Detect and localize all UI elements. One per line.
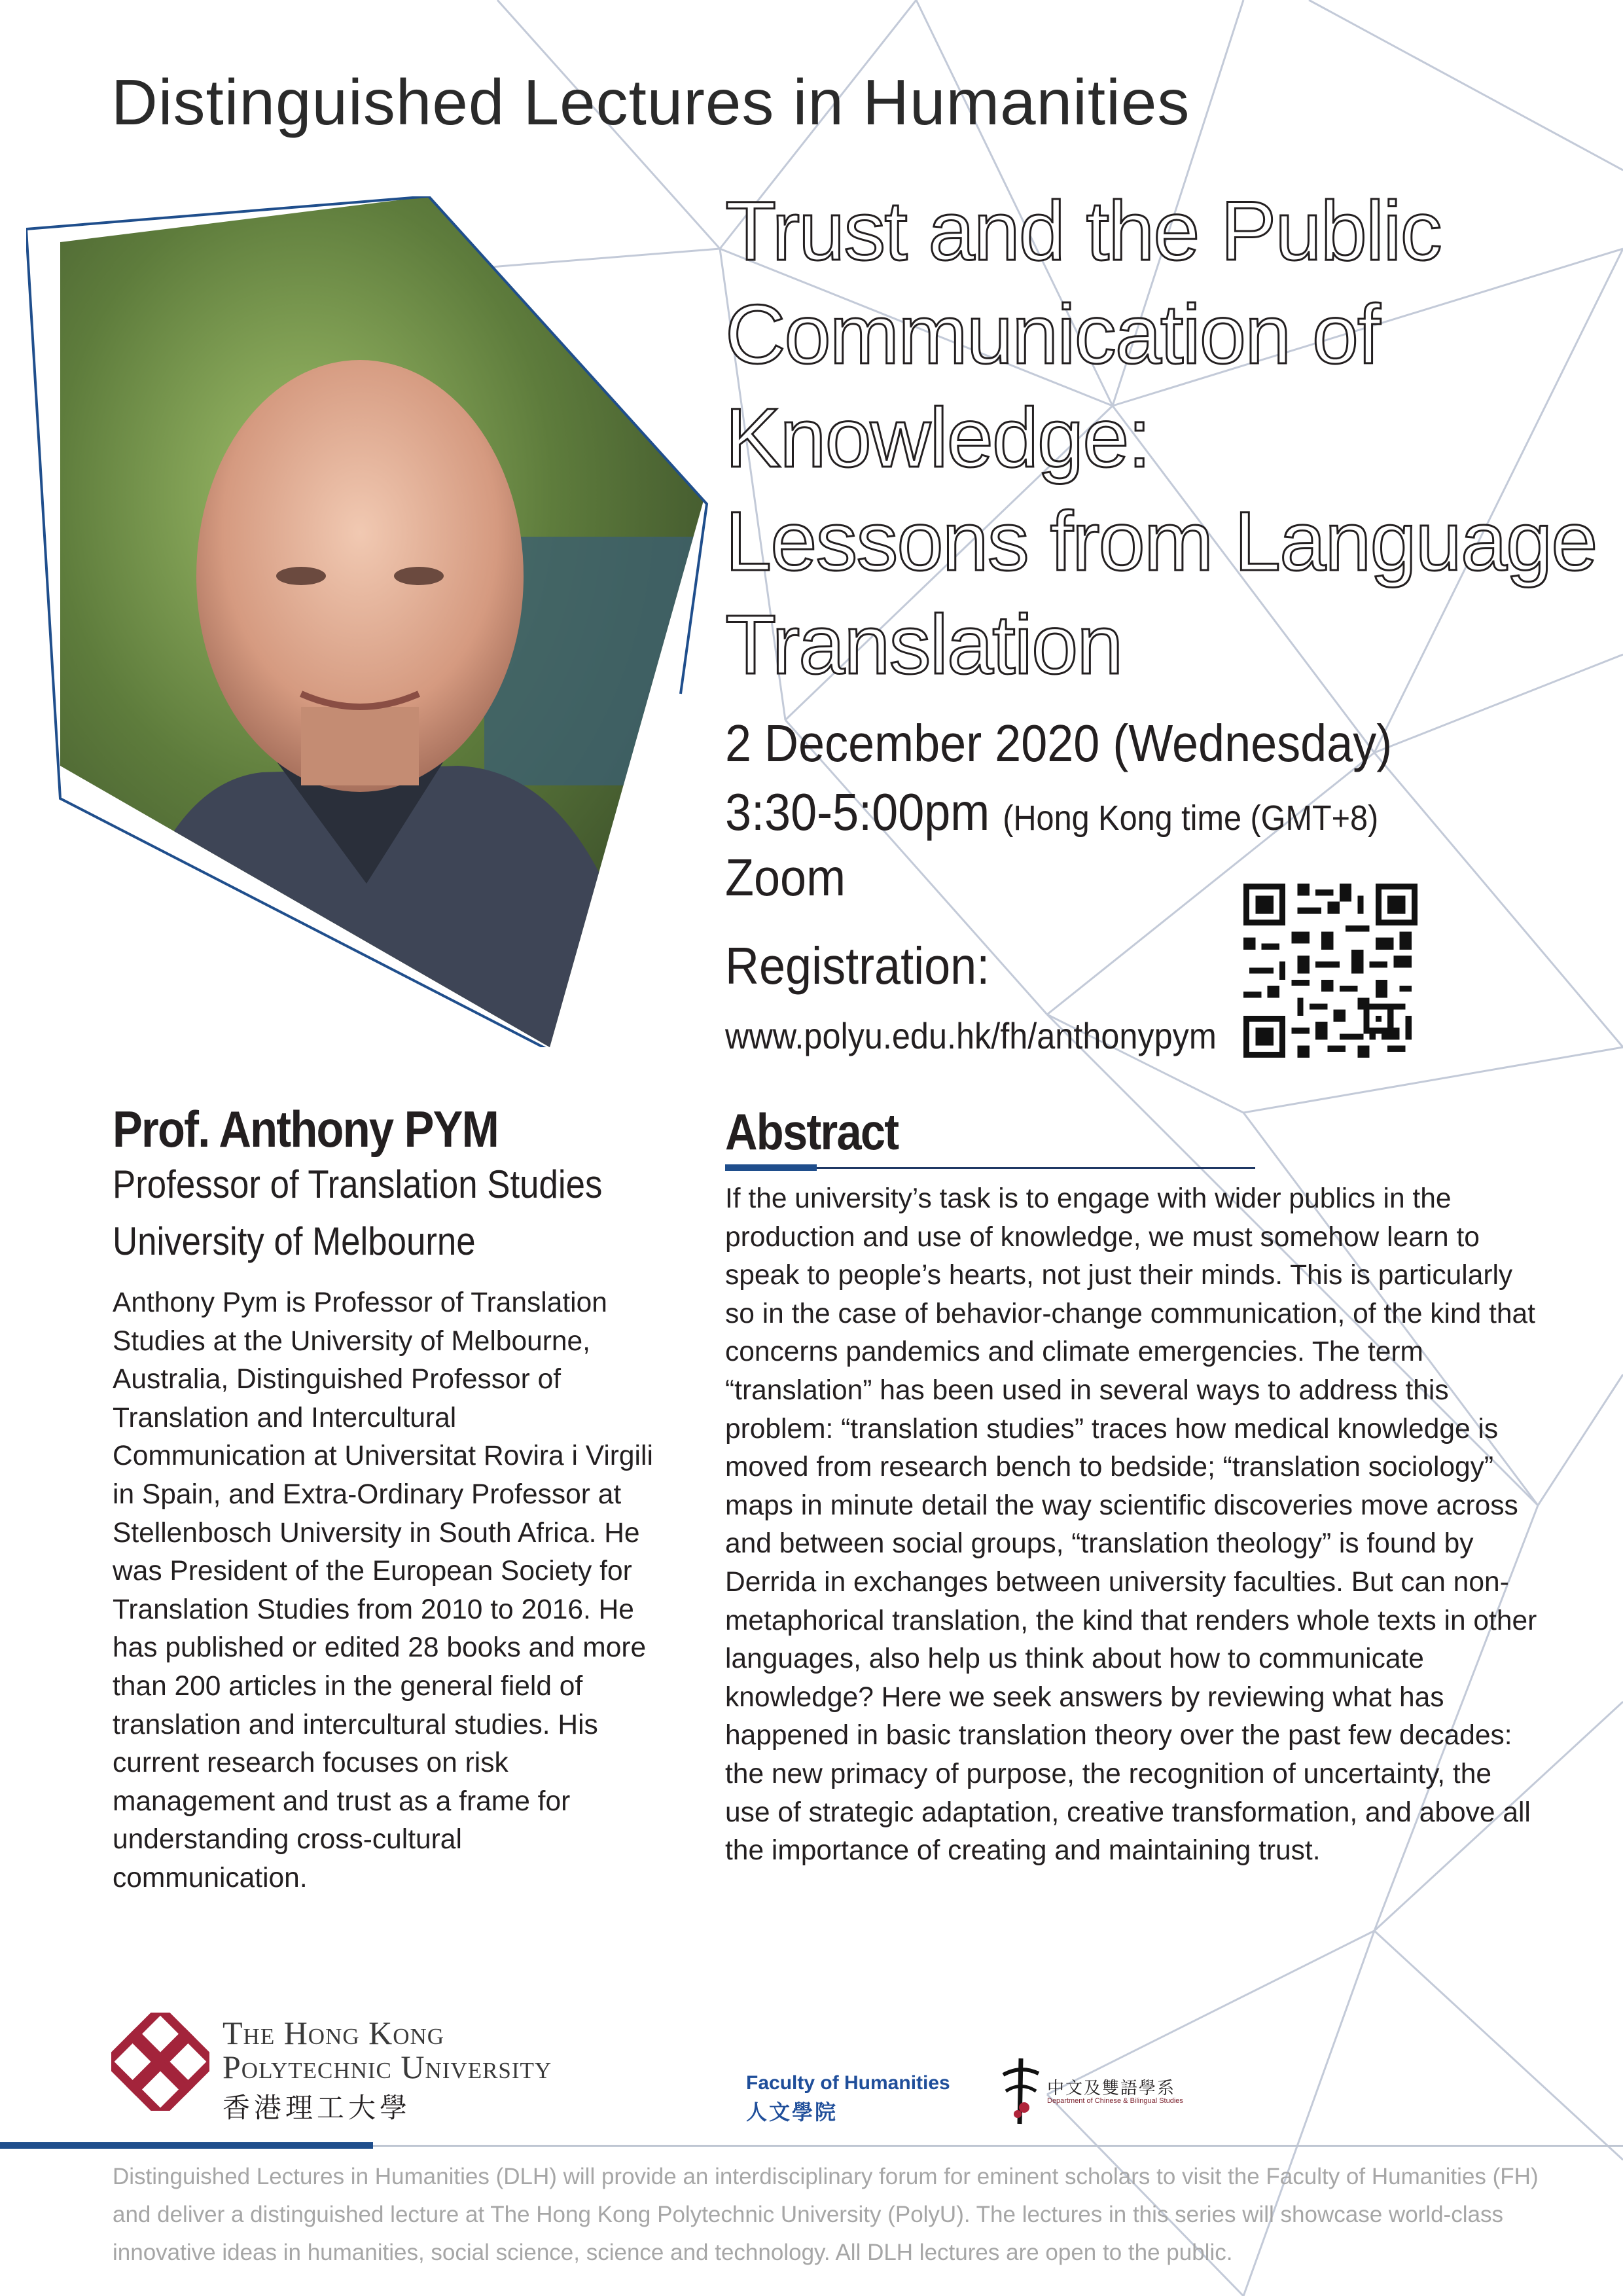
event-venue: Zoom xyxy=(725,848,846,906)
registration-qr-code[interactable] xyxy=(1243,884,1418,1058)
lecture-title-line: Communication of xyxy=(725,288,1380,382)
department-name-en: Department of Chinese & Bilingual Studies xyxy=(1047,2097,1183,2105)
event-time-note: (Hong Kong time (GMT+8) xyxy=(1003,798,1379,838)
speaker-bio: Anthony Pym is Professor of Translation Studies at the University of Melbourne, Australia, Distinguished Professor of Translation and Intercultural Communication at Universitat Rovira i Virgili in Spain, and Extra-Ordinary Professor at Stellenbosch University in South Africa. He was President of the European Society for Translation Studies from 2010 to 2016. He has published or edited 28 books and more than 200 articles in the general field of translation and intercultural studies. His current research focuses on risk management and trust as a frame for understanding cross-cultural communication. xyxy=(113,1287,653,1893)
lecture-title-line: Knowledge: xyxy=(725,391,1150,485)
lecture-title-line: Trust and the Public xyxy=(725,185,1441,278)
polyu-name-zh: 香港理工大學 xyxy=(223,2092,412,2123)
lecture-title-line: Lessons from Language xyxy=(725,495,1597,588)
series-title: Distinguished Lectures in Humanities xyxy=(111,66,1190,138)
speaker-position: Professor of Translation Studies xyxy=(113,1162,603,1206)
abstract-text: If the university’s task is to engage with wider publics in the production and use of knowledge, we must somehow learn to speak to people’s hearts, not just their minds. This is particularly so in the case of behavior-change communication, of the kind that concerns pandemics and climate emergencies. The term “translation” has been used in several ways to address this problem: “translation studies” traces how medical knowledge is moved from research bench to bedside; “translation sociology” maps in minute detail the way scientific discoveries move across and between social groups, “translation theology” is found by Derrida in exchanges between university faculties. But can non-metaphorical translation, the kind that renders whole texts in other languages, also help us think about how to communicate knowledge? Here we seek answers by reviewing what has happened in basic translation theory over the past few decades: the new primacy of purpose, the recognition of uncertainty, the use of strategic adaptation, creative transformation, and above all the importance of creating and maintaining trust. xyxy=(725,1183,1537,1867)
event-date: 2 December 2020 (Wednesday) xyxy=(725,714,1393,772)
speaker-photo xyxy=(26,196,720,1047)
event-time-row xyxy=(725,782,1491,842)
polyu-name-en xyxy=(223,2016,552,2084)
polyu-name-en-line: The Hong Kong xyxy=(223,2015,445,2051)
speaker-name: Prof. Anthony PYM xyxy=(113,1100,499,1158)
registration-url[interactable]: www.polyu.edu.hk/fh/anthonypym xyxy=(725,1015,1217,1056)
polyu-logo-mark xyxy=(111,2013,209,2111)
polyu-name-en-line: Polytechnic University xyxy=(223,2049,552,2085)
speaker-affiliation: University of Melbourne xyxy=(113,1219,476,1263)
faculty-name-zh: 人文學院 xyxy=(746,2100,838,2124)
department-logo-mark xyxy=(998,2055,1044,2127)
footer-divider-accent xyxy=(0,2142,373,2149)
footer-description: Distinguished Lectures in Humanities (DLH) will provide an interdisciplinary forum for eminent scholars to visit the Faculty of Humanities (FH) and deliver a distinguished lecture at The Hong Kong Polytechnic University (PolyU). The lectures in this series will showcase world-class innovative ideas in humanities, social science, science and technology. All DLH lectures are open to the public. xyxy=(113,2164,1539,2265)
abstract-heading: Abstract xyxy=(725,1103,899,1160)
lecture-title xyxy=(725,180,1597,697)
event-time: 3:30-5:00pm xyxy=(725,783,990,841)
lecture-title-line: Translation xyxy=(725,598,1122,692)
registration-label: Registration: xyxy=(725,937,990,995)
abstract-divider-accent xyxy=(725,1164,817,1171)
department-name-zh: 中文及雙語學系 xyxy=(1047,2078,1176,2098)
faculty-name-en: Faculty of Humanities xyxy=(746,2072,950,2094)
